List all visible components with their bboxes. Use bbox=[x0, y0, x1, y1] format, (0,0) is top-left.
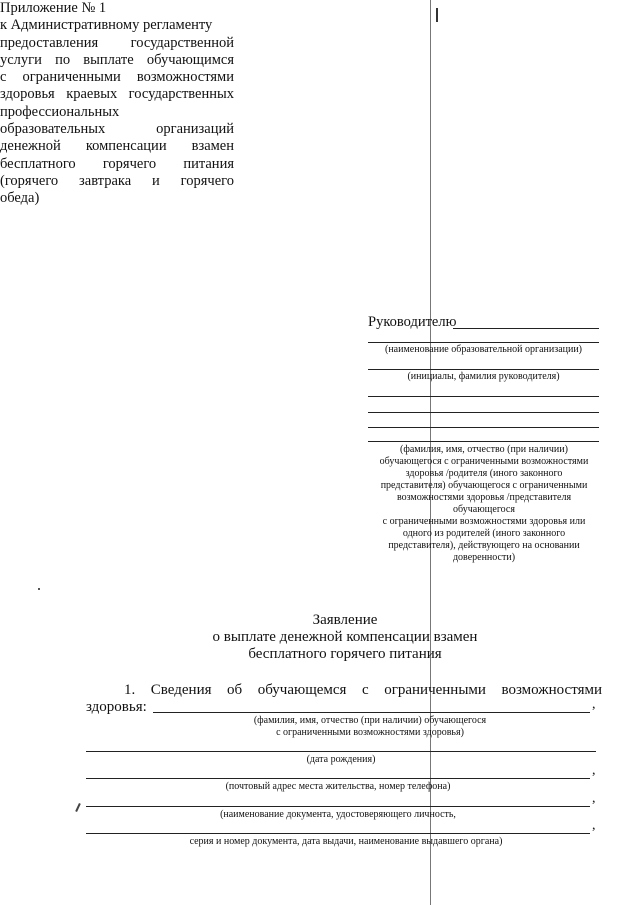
student-name-field[interactable] bbox=[153, 712, 590, 713]
appendix-line: (горячего завтрака и горячего bbox=[0, 172, 234, 189]
document-page: Приложение № 1 к Административному регламенту предоставления государственной услуги по выплате обучающимся с ограниченными возможностями здоровья краевых государственных профессиональных образовательных организаций денежной компенсации взамен бесплатного горячего питания (горячего завтрака и горячего обеда) Руководителю (наименование образовательной организации) (инициалы, фамилия руководителя) (фамилия, имя, отчество (при наличии) обучающегося с ограниченными возможностями здоровья /родителя (иного законного представителя) обучающегося с ограниченными возможностями здоровья /представителя обучающегося с ограниченными возможностями здоровья или одного из родителей (иного законного представителя), действующего на основании доверенности) Заявление о выплате денежной компенсации взамен бесплатного горячего питания 1. Сведения об обучающемся с ограниченными возможностями здоровья: , (фамилия, имя, отчество (при наличии) обучающегося с ограниченными возможностями здоровья) (дата рождения) , (почтовый адрес места жительства, номер телефона) , (наименование документа, удостоверяющего личность, , серия и номер документа, дата выдачи, наименование выдавшего органа) bbox=[0, 0, 640, 905]
section1-heading-cont: здоровья: bbox=[86, 699, 147, 715]
applicant-caption: (фамилия, имя, отчество (при наличии) обучающегося с ограниченными возможностями здоровья /родителя (иного законного представителя) обучающегося с ограниченными возможностями здоровья /представителя обучающегося с ограниченными возможностями здоровья или одного из родителей (иного законного представителя), действующего на основании доверенности) bbox=[379, 444, 589, 563]
org-caption: (наименование образовательной организации) bbox=[384, 344, 583, 355]
appendix-line: обеда) bbox=[0, 190, 40, 207]
appendix-line: Приложение № 1 bbox=[0, 0, 107, 16]
appendix-line: денежной компенсации взамен bbox=[0, 138, 234, 155]
address-caption: (почтовый адрес места жительства, номер телефона) bbox=[225, 781, 451, 792]
section1-heading: 1. Сведения об обучающемся с ограниченными возможностями bbox=[124, 682, 602, 698]
appendix-line: предоставления государственной bbox=[0, 34, 234, 51]
appendix-line: бесплатного горячего питания bbox=[0, 155, 234, 172]
statement-title: Заявление bbox=[312, 612, 378, 628]
birth-date-field[interactable] bbox=[86, 751, 596, 752]
addressee-label: Руководителю bbox=[368, 314, 457, 330]
fold-mark bbox=[436, 8, 438, 22]
student-name-caption: (фамилия, имя, отчество (при наличии) обучающегося с ограниченными возможностями здоровья) bbox=[253, 715, 487, 738]
identity-document-details-caption: серия и номер документа, дата выдачи, наименование выдавшего органа) bbox=[189, 836, 503, 847]
statement-subtitle: бесплатного горячего питания bbox=[248, 646, 442, 662]
appendix-block bbox=[0, 0, 234, 208]
appendix-line: услуги по выплате обучающимся bbox=[0, 51, 234, 68]
statement-subtitle: о выплате денежной компенсации взамен bbox=[212, 629, 478, 645]
applicant-field-line[interactable] bbox=[368, 396, 599, 397]
identity-document-details-field[interactable] bbox=[86, 833, 590, 834]
identity-document-caption: (наименование документа, удостоверяющего личность, bbox=[220, 809, 456, 820]
head-caption: (инициалы, фамилия руководителя) bbox=[407, 371, 560, 382]
head-name-field[interactable] bbox=[368, 369, 599, 370]
applicant-field-line[interactable] bbox=[368, 441, 599, 442]
applicant-field-line[interactable] bbox=[368, 427, 599, 428]
appendix-line: здоровья краевых государственных bbox=[0, 86, 234, 103]
scan-speck bbox=[38, 588, 40, 590]
appendix-line: образовательных организаций bbox=[0, 121, 234, 138]
appendix-line: с ограниченными возможностями bbox=[0, 69, 234, 86]
appendix-line: к Административному регламенту bbox=[0, 17, 213, 34]
address-field[interactable] bbox=[86, 778, 590, 779]
applicant-field-line[interactable] bbox=[368, 412, 599, 413]
identity-document-field[interactable] bbox=[86, 806, 590, 807]
birth-date-caption: (дата рождения) bbox=[306, 754, 376, 765]
addressee-name-field[interactable] bbox=[453, 328, 599, 329]
scan-speck bbox=[75, 803, 81, 812]
org-name-field[interactable] bbox=[368, 342, 599, 343]
appendix-line: профессиональных bbox=[0, 103, 120, 120]
